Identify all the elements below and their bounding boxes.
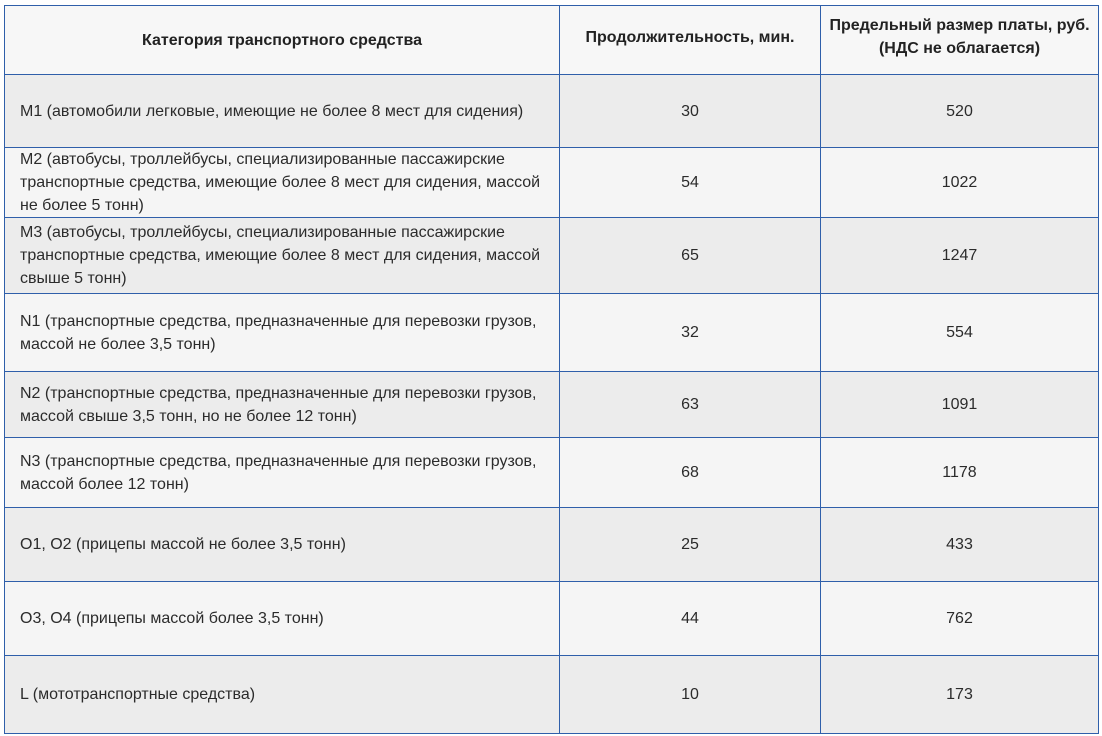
cell-duration: 10 xyxy=(560,656,821,734)
table-row xyxy=(5,438,1099,508)
cell-duration: 32 xyxy=(560,294,821,372)
cell-category: N3 (транспортные средства, предназначенные для перевозки грузов, массой более 12 тонн) xyxy=(5,438,560,508)
cell-price: 1178 xyxy=(821,438,1099,508)
cell-category: N2 (транспортные средства, предназначенные для перевозки грузов, массой свыше 3,5 тонн, но не более 12 тонн) xyxy=(5,372,560,438)
header-duration-label: Продолжительность, мин. xyxy=(585,28,795,46)
cell-duration: 68 xyxy=(560,438,821,508)
cell-category: O3, O4 (прицепы массой более 3,5 тонн) xyxy=(5,582,560,656)
cell-category: M1 (автомобили легковые, имеющие не более 8 мест для сидения) xyxy=(5,75,560,148)
table-row xyxy=(5,294,1099,372)
cell-price: 1022 xyxy=(821,148,1099,218)
cell-category: O1, O2 (прицепы массой не более 3,5 тонн) xyxy=(5,508,560,582)
header-row xyxy=(5,6,1099,75)
cell-price: 762 xyxy=(821,582,1099,656)
cell-category: M3 (автобусы, троллейбусы, специализированные пассажирские транспортные средства, имеющие более 8 мест для сидения, массой свыше 5 тонн) xyxy=(5,218,560,294)
cell-price: 1091 xyxy=(821,372,1099,438)
cell-price: 520 xyxy=(821,75,1099,148)
tariff-table-container xyxy=(4,5,1098,734)
header-price-label: Предельный размер платы, руб. (НДС не облагается) xyxy=(829,17,1090,57)
cell-price: 1247 xyxy=(821,218,1099,294)
cell-category: L (мототранспортные средства) xyxy=(5,656,560,734)
cell-duration: 63 xyxy=(560,372,821,438)
header-category-label: Категория транспортного средства xyxy=(142,31,422,49)
header-category xyxy=(5,6,560,75)
cell-duration: 65 xyxy=(560,218,821,294)
table-row xyxy=(5,508,1099,582)
table-body xyxy=(5,75,1099,734)
cell-duration: 30 xyxy=(560,75,821,148)
table-row xyxy=(5,75,1099,148)
cell-duration: 54 xyxy=(560,148,821,218)
table-row xyxy=(5,656,1099,734)
header-price xyxy=(821,6,1099,75)
table-header xyxy=(5,6,1099,75)
table-row xyxy=(5,148,1099,218)
cell-duration: 25 xyxy=(560,508,821,582)
cell-duration: 44 xyxy=(560,582,821,656)
header-duration xyxy=(560,6,821,75)
table-row xyxy=(5,582,1099,656)
cell-category: N1 (транспортные средства, предназначенные для перевозки грузов, массой не более 3,5 тонн) xyxy=(5,294,560,372)
tariff-table xyxy=(4,5,1099,734)
cell-price: 433 xyxy=(821,508,1099,582)
cell-category: M2 (автобусы, троллейбусы, специализированные пассажирские транспортные средства, имеющие более 8 мест для сидения, массой не более 5 тонн) xyxy=(5,148,560,218)
cell-price: 554 xyxy=(821,294,1099,372)
table-row xyxy=(5,218,1099,294)
table-row xyxy=(5,372,1099,438)
cell-price: 173 xyxy=(821,656,1099,734)
